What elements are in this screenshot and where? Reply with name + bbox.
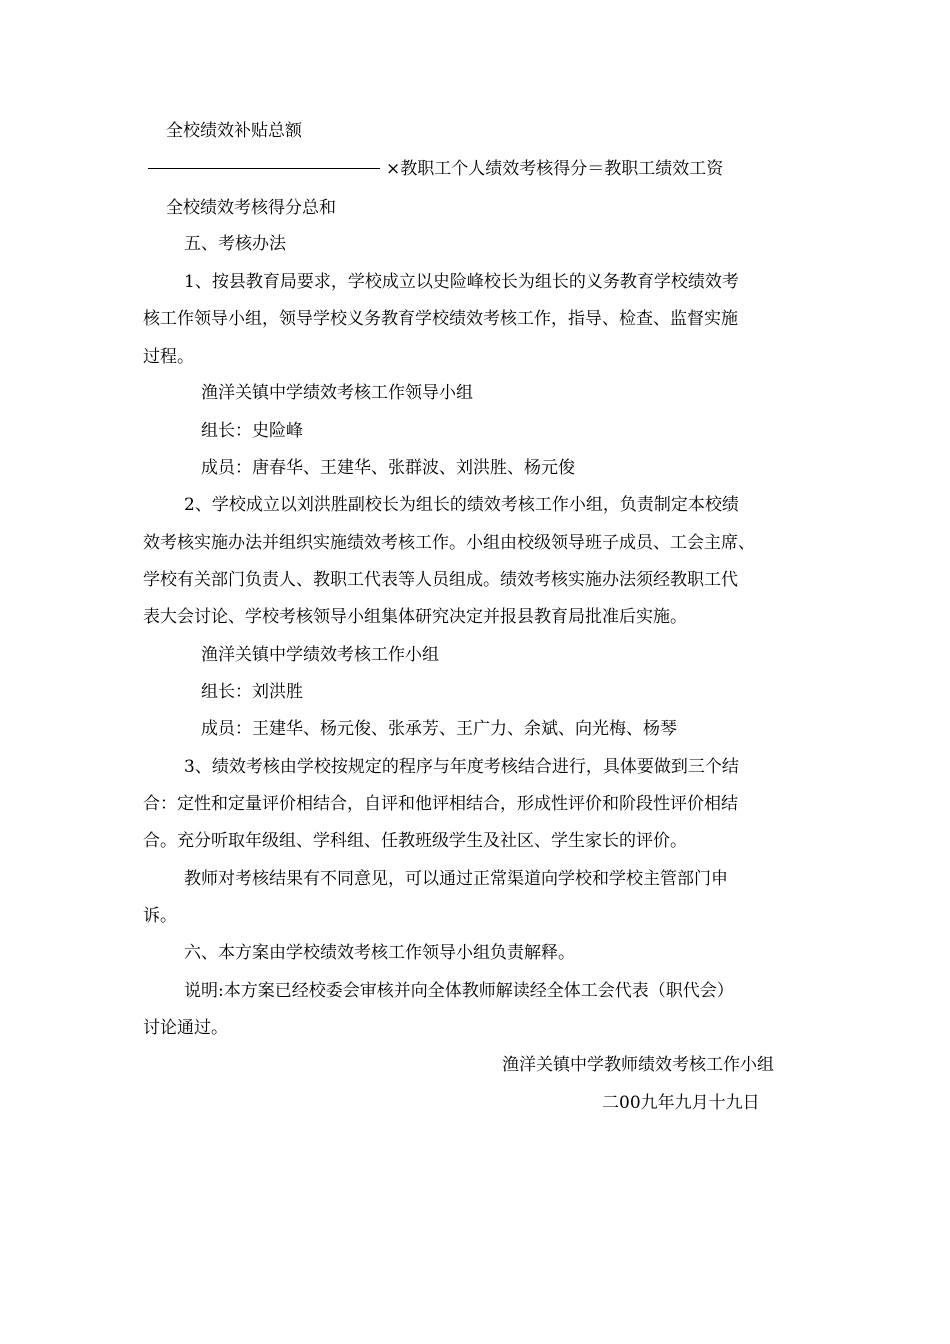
leadership-group-name: 渔洋关镇中学绩效考核工作领导小组: [201, 383, 473, 403]
formula-numerator: 全校绩效补贴总额: [166, 121, 302, 141]
work-group-leader: 组长：刘洪胜: [201, 682, 303, 702]
item2-line: 学校有关部门负责人、教职工代表等人员组成。绩效考核实施办法须经教职工代: [143, 570, 738, 590]
leadership-group-members: 成员：唐春华、王建华、张群波、刘洪胜、杨元俊: [201, 458, 575, 478]
item3-line: 合。充分听取年级组、学科组、任教班级学生及社区、学生家长的评价。: [143, 831, 687, 851]
formula-row: [148, 158, 723, 180]
item2-line: 2、学校成立以刘洪胜副校长为组长的绩效考核工作小组，负责制定本校绩: [184, 495, 739, 515]
appeal-line: 诉。: [143, 906, 177, 926]
item1-line: 过程。: [143, 347, 194, 367]
section-6-heading: 六、本方案由学校绩效考核工作领导小组负责解释。: [184, 943, 575, 963]
note-line: 讨论通过。: [143, 1018, 228, 1038]
leadership-group-leader: 组长：史险峰: [201, 421, 303, 441]
formula-denominator: 全校绩效考核得分总和: [166, 198, 336, 218]
section-5-heading: 五、考核办法: [184, 234, 286, 254]
fraction-bar: [148, 168, 380, 169]
item2-line: 表大会讨论、学校考核领导小组集体研究决定并报县教育局批准后实施。: [143, 607, 687, 627]
formula-multiplier: ×教职工个人绩效考核得分＝教职工绩效工资: [386, 159, 724, 179]
work-group-name: 渔洋关镇中学绩效考核工作小组: [201, 645, 439, 665]
item3-line: 3、绩效考核由学校按规定的程序与年度考核结合进行，具体要做到三个结: [184, 757, 739, 777]
work-group-members: 成员：王建华、杨元俊、张承芳、王广力、余斌、向光梅、杨琴: [201, 719, 677, 739]
item2-line: 效考核实施办法并组织实施绩效考核工作。小组由校级领导班子成员、工会主席、: [143, 533, 755, 553]
item1-line: 核工作领导小组，领导学校义务教育学校绩效考核工作，指导、检查、监督实施: [143, 309, 738, 329]
item3-line: 合：定性和定量评价相结合，自评和他评相结合，形成性评价和阶段性评价相结: [143, 794, 738, 814]
appeal-line: 教师对考核结果有不同意见，可以通过正常渠道向学校和学校主管部门申: [184, 869, 728, 889]
signature-date: 二00九年九月十九日: [602, 1093, 760, 1113]
item1-line: 1、按县教育局要求，学校成立以史险峰校长为组长的义务教育学校绩效考: [184, 272, 739, 292]
note-line: 说明:本方案已经校委会审核并向全体教师解读经全体工会代表（职代会）: [184, 981, 734, 1001]
signature-org: 渔洋关镇中学教师绩效考核工作小组: [502, 1055, 774, 1075]
